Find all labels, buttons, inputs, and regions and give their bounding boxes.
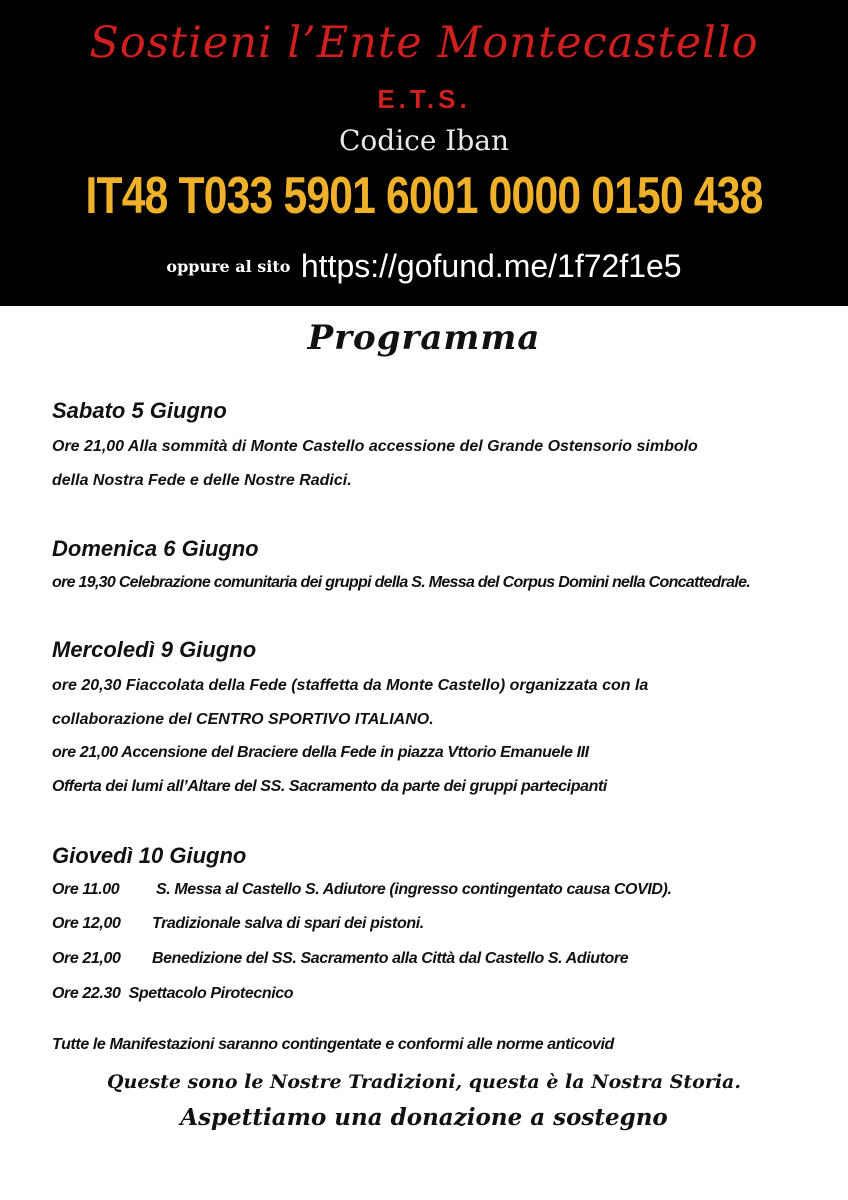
iban-code: IT48 T033 5901 6001 0000 0150 438 [85, 167, 763, 225]
schedule-line: ore 21,00 Accensione del Braciere della Fede in piazza Vttorio Emanuele III [52, 744, 589, 761]
schedule-line: ore 20,30 Fiaccolata della Fede (staffetta da Monte Castello) organizzata con la [52, 677, 649, 694]
day-heading: Sabato 5 Giugno [52, 398, 227, 423]
day-heading: Mercoledì 9 Giugno [52, 637, 257, 662]
entry-time: Ore 21,00 [52, 950, 121, 967]
day-heading: Giovedì 10 Giugno [52, 843, 247, 868]
donation-banner [0, 0, 848, 306]
schedule-entry [52, 915, 424, 933]
entry-text: Spettacolo Pirotecnico [128, 985, 294, 1002]
schedule-line: ore 19,30 Celebrazione comunitaria dei gruppi della S. Messa del Corpus Domini nella Concattedrale. [52, 574, 751, 591]
schedule-line: della Nostra Fede e delle Nostre Radici. [52, 472, 352, 489]
entry-time: Ore 11.00 [52, 881, 120, 898]
closing-line-1: Queste sono le Nostre Tradizioni, questa è la Nostra Storia. [107, 1071, 741, 1093]
banner-title: Sostieni l’Ente Montecastello [89, 18, 759, 68]
schedule-line: Offerta dei lumi all’Altare del SS. Sacramento da parte dei gruppi partecipanti [52, 778, 607, 795]
closing-line-2: Aspettiamo una donazione a sostegno [180, 1104, 668, 1131]
banner-subtitle: E.T.S. [377, 84, 471, 114]
schedule-line: Ore 21,00 Alla sommità di Monte Castello accessione del Grande Ostensorio simbolo [52, 438, 698, 455]
site-prefix: oppure al sito [166, 257, 291, 276]
entry-text: Benedizione del SS. Sacramento alla Città dal Castello S. Adiutore [152, 950, 629, 967]
schedule-line: collaborazione del CENTRO SPORTIVO ITALIANO. [52, 711, 434, 728]
covid-notice: Tutte le Manifestazioni saranno contingentate e conformi alle norme anticovid [52, 1036, 614, 1053]
page-title: Programma [307, 318, 541, 358]
entry-text: Tradizionale salva di spari dei pistoni. [152, 915, 424, 932]
site-url-link[interactable]: https://gofund.me/1f72f1e5 [300, 248, 682, 284]
site-line [0, 248, 848, 285]
schedule-entry [52, 881, 672, 899]
entry-time: Ore 12,00 [52, 915, 121, 932]
entry-time: Ore 22.30 [52, 985, 121, 1002]
schedule-entry [52, 950, 628, 968]
schedule-entry [52, 985, 293, 1003]
iban-label: Codice Iban [338, 124, 510, 157]
entry-text: S. Messa al Castello S. Adiutore (ingresso contingentato causa COVID). [156, 881, 672, 898]
day-heading: Domenica 6 Giugno [52, 536, 259, 561]
